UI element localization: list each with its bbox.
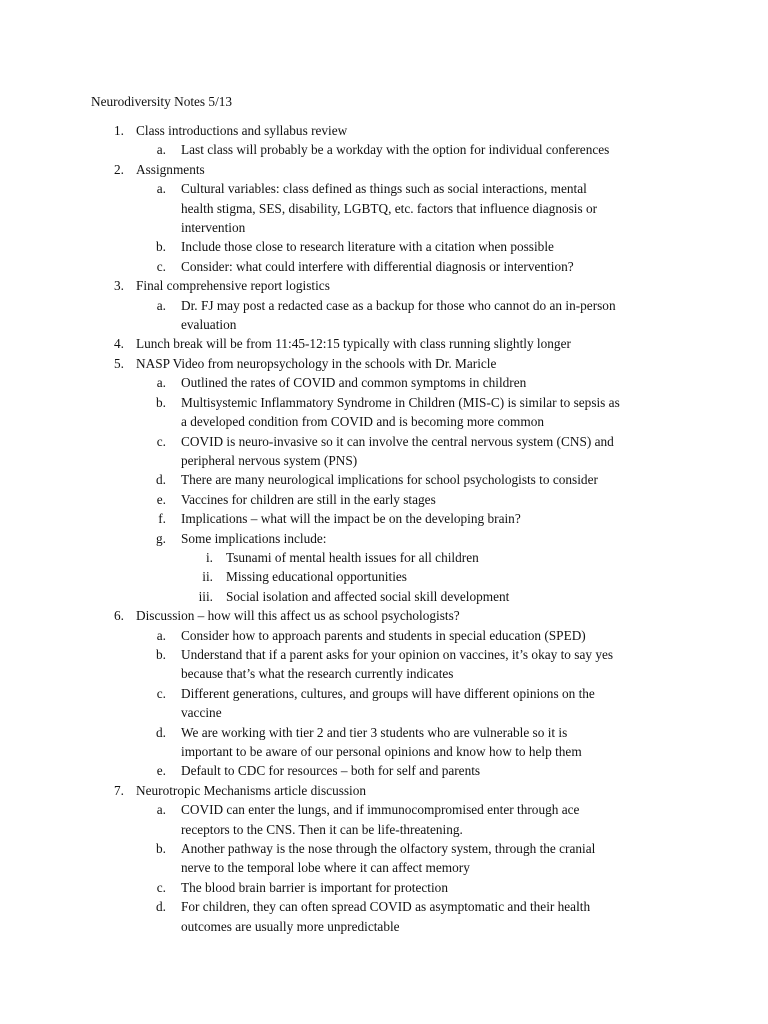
list-marker: 3.: [114, 278, 124, 294]
list-item-text: For children, they can often spread COVID as asymptomatic and their health: [181, 899, 591, 915]
list-marker: e.: [156, 491, 166, 507]
list-marker: b.: [156, 239, 166, 255]
list-marker: 1.: [114, 123, 124, 138]
outline-item-level-2: [0, 878, 768, 897]
list-item-text: Consider: what could interfere with differential diagnosis or intervention?: [181, 258, 574, 274]
list-item-text: because that’s what the research currently indicates: [181, 666, 454, 682]
outline-item-level-1: [0, 121, 768, 140]
list-marker: 7.: [114, 782, 124, 798]
outline-item-level-2: [0, 140, 768, 159]
list-marker: b.: [156, 841, 166, 857]
list-marker: 6.: [114, 608, 124, 624]
outline-item-level-1: [0, 354, 768, 373]
outline-item-level-2: [0, 490, 768, 509]
outline-item-level-3: [0, 548, 768, 567]
list-item-text: Consider how to approach parents and students in special education (SPED): [181, 627, 586, 643]
outline-item-level-1: [0, 334, 768, 353]
list-item-text: intervention: [181, 220, 246, 236]
outline-item-level-2: [0, 432, 768, 471]
list-item-text: We are working with tier 2 and tier 3 students who are vulnerable so it is: [181, 724, 568, 740]
list-marker: c.: [156, 433, 166, 449]
list-item-text: health stigma, SES, disability, LGBTQ, etc. factors that influence diagnosis or: [181, 200, 598, 216]
list-item-text: Implications – what will the impact be on the developing brain?: [181, 511, 521, 527]
list-item-text: Dr. FJ may post a redacted case as a backup for those who cannot do an in-person: [181, 297, 616, 313]
outline-item-level-3: [0, 567, 768, 586]
list-item-text: nerve to the temporal lobe where it can affect memory: [181, 860, 470, 876]
list-item-text: Outlined the rates of COVID and common symptoms in children: [181, 375, 527, 391]
list-item-text: Include those close to research literature with a citation when possible: [181, 239, 554, 255]
outline-item-level-2: [0, 897, 768, 936]
outline-item-level-1: [0, 160, 768, 179]
list-marker: 5.: [114, 355, 124, 371]
list-marker: a.: [156, 802, 166, 818]
outline-item-level-1: [0, 781, 768, 800]
outline-item-level-2: [0, 237, 768, 256]
list-marker: 2.: [114, 161, 124, 177]
list-item-text: Class introductions and syllabus review: [136, 123, 348, 138]
list-item-text: Multisystemic Inflammatory Syndrome in Children (MIS-C) is similar to sepsis as: [181, 394, 620, 410]
outline-item-level-2: [0, 626, 768, 645]
outline-item-level-2: [0, 723, 768, 762]
list-item-text: COVID can enter the lungs, and if immunocompromised enter through ace: [181, 802, 580, 818]
list-item-text: COVID is neuro-invasive so it can involve the central nervous system (CNS) and: [181, 433, 614, 449]
list-marker: d.: [156, 899, 166, 915]
list-item-text: There are many neurological implications for school psychologists to consider: [181, 472, 598, 488]
list-marker: b.: [156, 646, 166, 662]
list-marker: c.: [156, 258, 166, 274]
list-item-text: Default to CDC for resources – both for self and parents: [181, 763, 481, 779]
list-marker: a.: [156, 181, 166, 197]
outline-item-level-2: [0, 179, 768, 237]
list-marker: a.: [156, 627, 166, 643]
list-item-text: Cultural variables: class defined as things such as social interactions, mental: [181, 181, 587, 197]
notes-outline: [0, 121, 768, 936]
list-item-text: outcomes are usually more unpredictable: [181, 918, 400, 934]
list-item-text: vaccine: [181, 705, 222, 721]
outline-item-level-2: [0, 684, 768, 723]
list-item-text: Final comprehensive report logistics: [136, 278, 330, 294]
outline-item-level-2: [0, 373, 768, 392]
list-marker: d.: [156, 724, 166, 740]
list-item-text: Discussion – how will this affect us as school psychologists?: [136, 608, 460, 624]
outline-item-level-2: [0, 470, 768, 489]
list-item-text: The blood brain barrier is important for protection: [181, 879, 448, 895]
list-item-text: Tsunami of mental health issues for all children: [226, 549, 479, 565]
outline-item-level-2: [0, 800, 768, 839]
list-item-text: Missing educational opportunities: [226, 569, 407, 585]
outline-item-level-2: [0, 509, 768, 528]
list-marker: g.: [156, 530, 166, 546]
list-item-text: NASP Video from neuropsychology in the schools with Dr. Maricle: [136, 355, 497, 371]
outline-item-level-2: [0, 761, 768, 780]
list-marker: b.: [156, 394, 166, 410]
outline-item-level-1: [0, 276, 768, 295]
list-item-text: Understand that if a parent asks for your opinion on vaccines, it’s okay to say yes: [181, 646, 614, 662]
list-marker: a.: [156, 297, 166, 313]
outline-item-level-2: [0, 296, 768, 335]
list-marker: c.: [156, 879, 166, 895]
document-title: Neurodiversity Notes 5/13: [91, 94, 233, 109]
outline-item-level-1: [0, 606, 768, 625]
list-item-text: a developed condition from COVID and is becoming more common: [181, 414, 544, 430]
list-item-text: Another pathway is the nose through the olfactory system, through the cranial: [181, 841, 596, 857]
list-item-text: receptors to the CNS. Then it can be life-threatening.: [181, 821, 463, 837]
list-item-text: Some implications include:: [181, 530, 327, 546]
list-item-text: Neurotropic Mechanisms article discussion: [136, 782, 367, 798]
list-marker: d.: [156, 472, 166, 488]
outline-item-level-2: [0, 393, 768, 432]
list-item-text: evaluation: [181, 317, 237, 333]
list-item-text: Last class will probably be a workday with the option for individual conferences: [181, 142, 610, 158]
outline-item-level-2: [0, 257, 768, 276]
list-marker: i.: [205, 549, 213, 565]
outline-item-level-2: [0, 529, 768, 548]
list-marker: iii.: [198, 588, 213, 604]
outline-item-level-2: [0, 645, 768, 684]
list-item-text: Vaccines for children are still in the early stages: [181, 491, 436, 507]
list-item-text: Lunch break will be from 11:45-12:15 typically with class running slightly longer: [136, 336, 571, 352]
list-marker: a.: [156, 375, 166, 391]
list-item-text: peripheral nervous system (PNS): [181, 452, 358, 468]
list-item-text: Social isolation and affected social skill development: [226, 588, 510, 604]
list-marker: 4.: [114, 336, 124, 352]
list-marker: e.: [156, 763, 166, 779]
list-marker: a.: [156, 142, 166, 158]
list-marker: c.: [156, 685, 166, 701]
list-item-text: Assignments: [136, 161, 205, 177]
list-marker: f.: [158, 511, 166, 527]
outline-item-level-2: [0, 839, 768, 878]
list-marker: ii.: [202, 569, 213, 585]
outline-item-level-3: [0, 587, 768, 606]
list-item-text: Different generations, cultures, and groups will have different opinions on the: [181, 685, 595, 701]
list-item-text: important to be aware of our personal opinions and know how to help them: [181, 744, 582, 759]
